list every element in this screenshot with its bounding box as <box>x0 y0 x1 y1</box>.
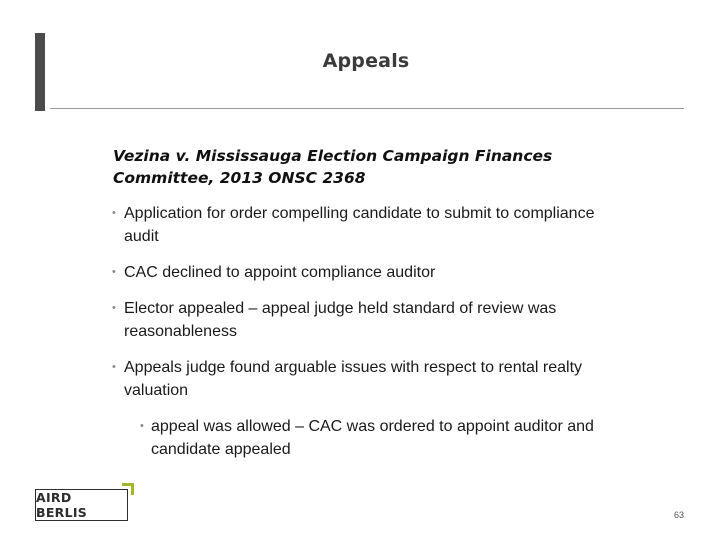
bullet-marker: • <box>112 361 116 373</box>
case-citation-line-1: Vezina v. Mississauga Election Campaign Finances <box>113 147 553 165</box>
logo-corner-mark <box>122 483 134 495</box>
logo-text: AIRD BERLIS <box>36 490 88 520</box>
bullet-item <box>110 202 624 248</box>
bullet-marker: • <box>112 302 116 314</box>
page-number: 63 <box>673 510 684 520</box>
title-divider <box>50 108 684 109</box>
bullet-item <box>110 297 644 343</box>
company-logo <box>35 489 128 521</box>
sub-bullet-item <box>138 415 631 461</box>
slide-title: Appeals <box>322 50 410 72</box>
bullet-text: Appeals judge found arguable issues with respect to rental realty valuation <box>124 359 583 399</box>
bullet-item <box>110 261 624 284</box>
sub-bullet-text: appeal was allowed – CAC was ordered to appoint auditor and candidate appealed <box>151 418 594 458</box>
bullet-item <box>110 356 624 402</box>
bullet-marker: • <box>112 266 116 278</box>
title-accent-bar <box>35 33 45 111</box>
bullet-text: Application for order compelling candidate to submit to compliance audit <box>124 205 595 245</box>
case-citation <box>113 145 583 189</box>
bullet-marker: • <box>140 420 144 432</box>
bullet-text: CAC declined to appoint compliance auditor <box>124 264 436 281</box>
bullet-marker: • <box>112 207 116 219</box>
case-citation-line-2: Committee, 2013 ONSC 2368 <box>113 169 366 187</box>
bullet-text: Elector appealed – appeal judge held standard of review was reasonableness <box>124 300 557 340</box>
